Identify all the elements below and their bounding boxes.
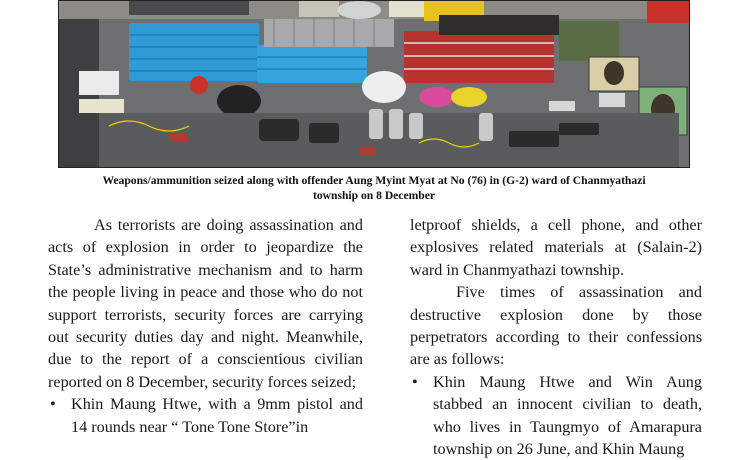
photo-illustration xyxy=(59,1,690,168)
caption-line-2: township on 8 December xyxy=(312,189,436,202)
bullet-icon: • xyxy=(50,395,56,414)
bullet-text: Khin Maung Htwe and Win Aung stabbed an innocent civilian to death, who lives in Taungmyo of Amarapura township on 26 June, and Khin Maung xyxy=(433,372,702,459)
bullet-item-khin-maung-htwe xyxy=(48,393,363,438)
intro-paragraph: As terrorists are doing assassination and acts of explosion in order to jeopardize the State’s administrative mechanism and to harm the people living in peace and those who do not support terrorists, security forces are carrying out security duties day and night. Meanwhile, due to the report of a conscientious civilian reported on 8 December, security forces seized; xyxy=(48,216,363,391)
right-column xyxy=(410,214,702,460)
bullet-icon: • xyxy=(412,372,418,391)
caption-line-1: Weapons/ammunition seized along with offender Aung Myint Myat at No (76) in (G-2) ward of Chanmyathazi xyxy=(102,174,646,187)
bullet-text: Khin Maung Htwe, with a 9mm pistol and 14 rounds near “ Tone Tone Store”in xyxy=(71,395,363,436)
left-column xyxy=(48,214,363,438)
bullet-item-stabbing xyxy=(410,371,702,460)
photo-caption xyxy=(58,173,690,203)
continuation-paragraph: letproof shields, a cell phone, and other explosives related materials at (Salain-2) ward in Chanmyathazi township. xyxy=(410,216,702,279)
seized-weapons-photo xyxy=(58,0,690,168)
confessions-paragraph: Five times of assassination and destructive explosion done by those perpetrators according to their confessions are as follows: xyxy=(410,283,702,369)
